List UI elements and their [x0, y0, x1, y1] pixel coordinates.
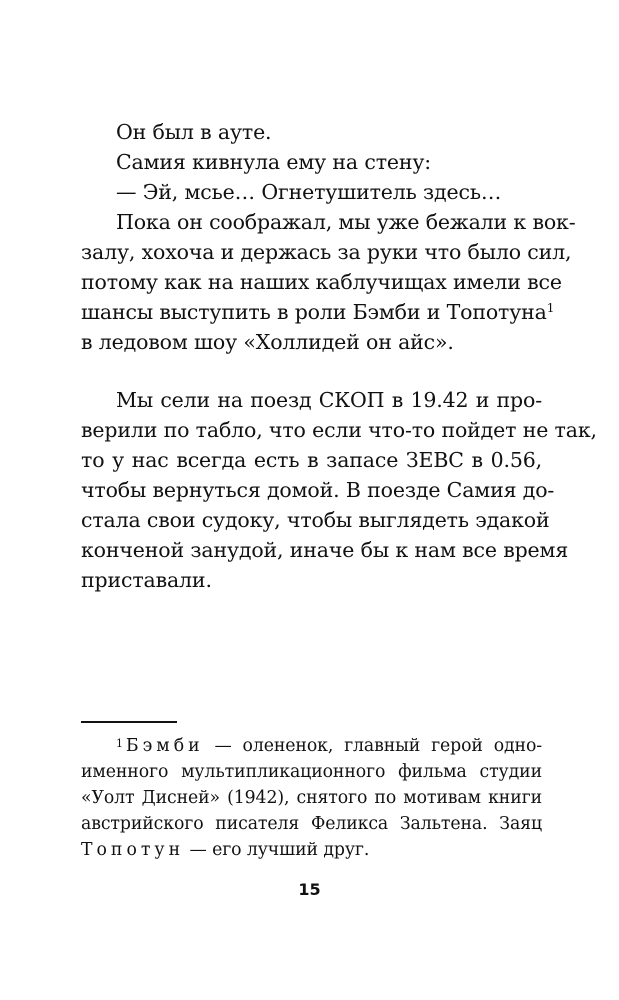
text-line: конченой занудой, иначе бы к нам все время — [81, 538, 569, 562]
footnote-text: — его лучший друг. — [184, 840, 370, 860]
text-line: в ледовом шоу «Холлидей он айс». — [81, 330, 454, 354]
text-line: Самия кивнула ему на стену: — [116, 150, 432, 174]
text-line: стала свои судоку, чтобы выглядеть эдакой — [81, 508, 550, 532]
text-line: — Эй, мсье… Огнетушитель здесь… — [116, 180, 502, 204]
footnote-term: Топотун — [81, 840, 185, 860]
text-line: Мы сели на поезд СКОП в 19.42 и про- — [116, 388, 542, 412]
text-line: залу, хохоча и держась за руки что было сил, — [81, 240, 572, 264]
text-line-content: шансы выступить в роли Бэмби и Топотуна — [81, 300, 547, 324]
footnote-divider — [81, 721, 177, 723]
page-number: 15 — [298, 880, 321, 899]
footnote-text: — олененок, главный герой одно- — [203, 736, 542, 756]
text-line: Он был в ауте. — [116, 120, 272, 144]
footnote-marker: 1 — [116, 737, 123, 750]
text-line: потому как на наших каблучищах имели все — [81, 270, 562, 294]
footnote-reference[interactable]: 1 — [546, 301, 555, 315]
footnote-line: именного мультипликационного фильма студии — [81, 762, 542, 782]
text-line: чтобы вернуться домой. В поезде Самия до- — [81, 478, 555, 502]
footnote-line — [116, 733, 542, 760]
text-line: Пока он соображал, мы уже бежали к вок- — [116, 210, 576, 234]
text-line-with-footnote-ref — [81, 297, 555, 327]
footnote-line — [81, 837, 542, 864]
footnote-line: «Уолт Дисней» (1942), снятого по мотивам книги — [81, 788, 542, 808]
text-line: то у нас всегда есть в запасе ЗЕВС в 0.56, — [81, 448, 542, 472]
footnote-term: Бэмби — [125, 736, 204, 756]
text-line: приставали. — [81, 568, 212, 592]
text-line: верили по табло, что если что-то пойдет не так, — [81, 418, 597, 442]
footnote-line: австрийского писателя Феликса Зальтена. Заяц — [81, 814, 542, 834]
